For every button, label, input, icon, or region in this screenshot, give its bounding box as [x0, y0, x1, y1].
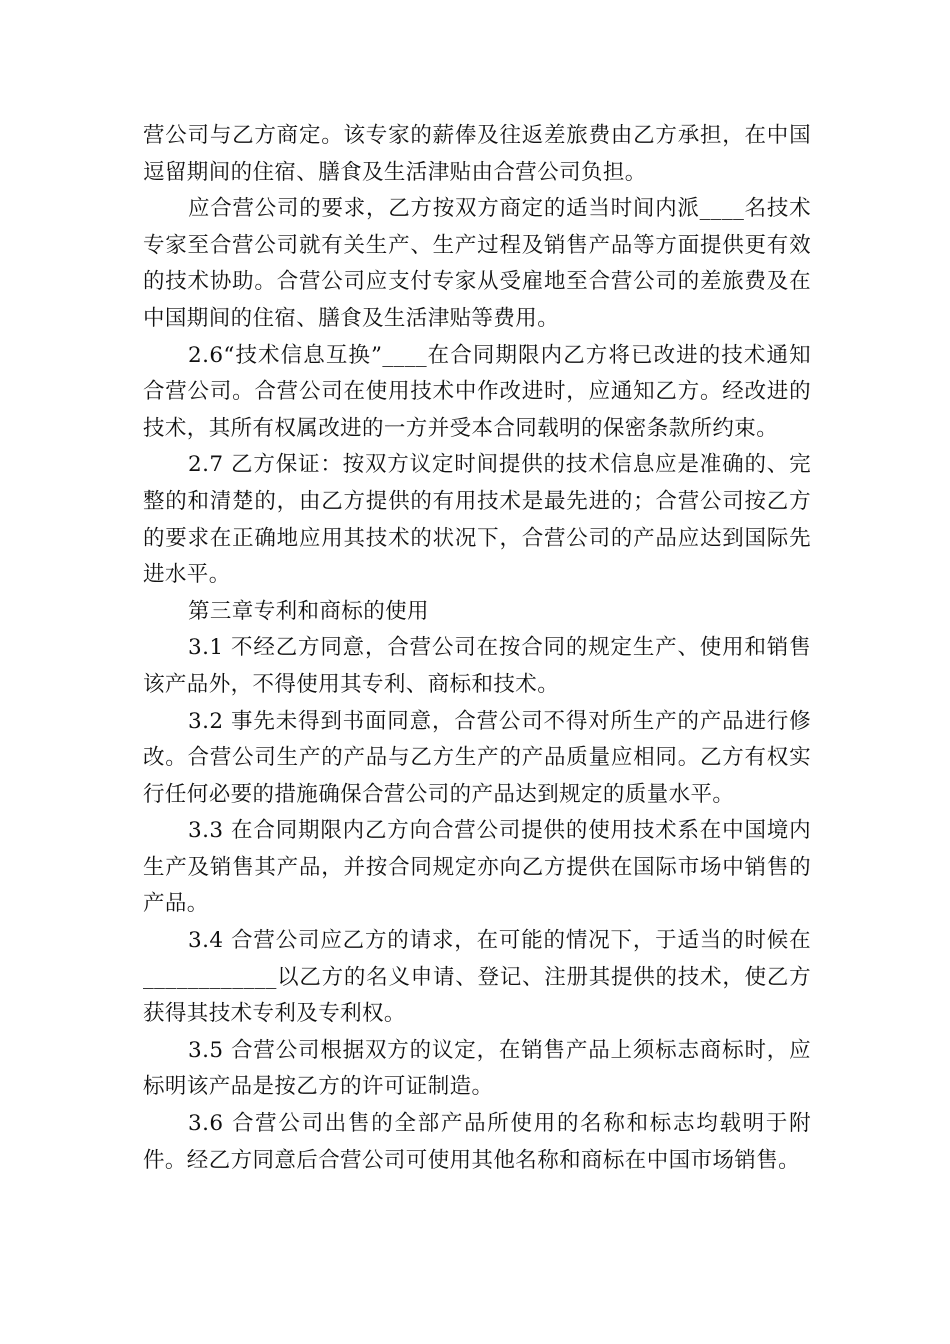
paragraph-3-5: 3.5 合营公司根据双方的议定，在销售产品上须标志商标时，应标明该产品是按乙方的许可证制造。: [143, 1037, 811, 1100]
paragraph-expert-costs: 营公司与乙方商定。该专家的薪俸及往返差旅费由乙方承担，在中国逗留期间的住宿、膳食及生活津贴由合营公司负担。: [143, 123, 811, 185]
paragraph-3-6: 3.6 合营公司出售的全部产品所使用的名称和标志均载明于附件。经乙方同意后合营公司可使用其他名称和商标在中国市场销售。: [143, 1111, 811, 1173]
document-body: [143, 118, 811, 1179]
paragraph-3-2: 3.2 事先未得到书面同意，合营公司不得对所生产的产品进行修改。合营公司生产的产品与乙方生产的产品质量应相同。乙方有权实行任何必要的措施确保合营公司的产品达到规定的质量水平。: [143, 708, 811, 807]
chapter-3-heading: 第三章专利和商标的使用: [188, 598, 429, 624]
paragraph-3-4: 3.4 合营公司应乙方的请求，在可能的情况下，于适当的时候在____________以乙方的名义申请、登记、注册其提供的技术，使乙方获得其技术专利及专利权。: [143, 928, 811, 1027]
paragraph-technical-experts: 应合营公司的要求，乙方按双方商定的适当时间内派____名技术专家至合营公司就有关生产、生产过程及销售产品等方面提供更有效的技术协助。合营公司应支付专家从受雇地至合营公司的差旅费及在中国期间的住宿、膳食及生活津贴等费用。: [143, 196, 811, 331]
paragraph-3-3: 3.3 在合同期限内乙方向合营公司提供的使用技术系在中国境内生产及销售其产品，并按合同规定亦向乙方提供在国际市场中销售的产品。: [143, 818, 811, 917]
paragraph-3-1: 3.1 不经乙方同意，合营公司在按合同的规定生产、使用和销售该产品外，不得使用其专利、商标和技术。: [143, 635, 811, 697]
paragraph-2-6: 2.6“技术信息互换”____在合同期限内乙方将已改进的技术通知合营公司。合营公司在使用技术中作改进时，应通知乙方。经改进的技术，其所有权属改进的一方并受本合同载明的保密条款所约束。: [143, 342, 811, 441]
paragraph-2-7: 2.7 乙方保证：按双方议定时间提供的技术信息应是准确的、完整的和清楚的，由乙方提供的有用技术是最先进的；合营公司按乙方的要求在正确地应用其技术的状况下，合营公司的产品应达到国际先进水平。: [143, 452, 811, 588]
